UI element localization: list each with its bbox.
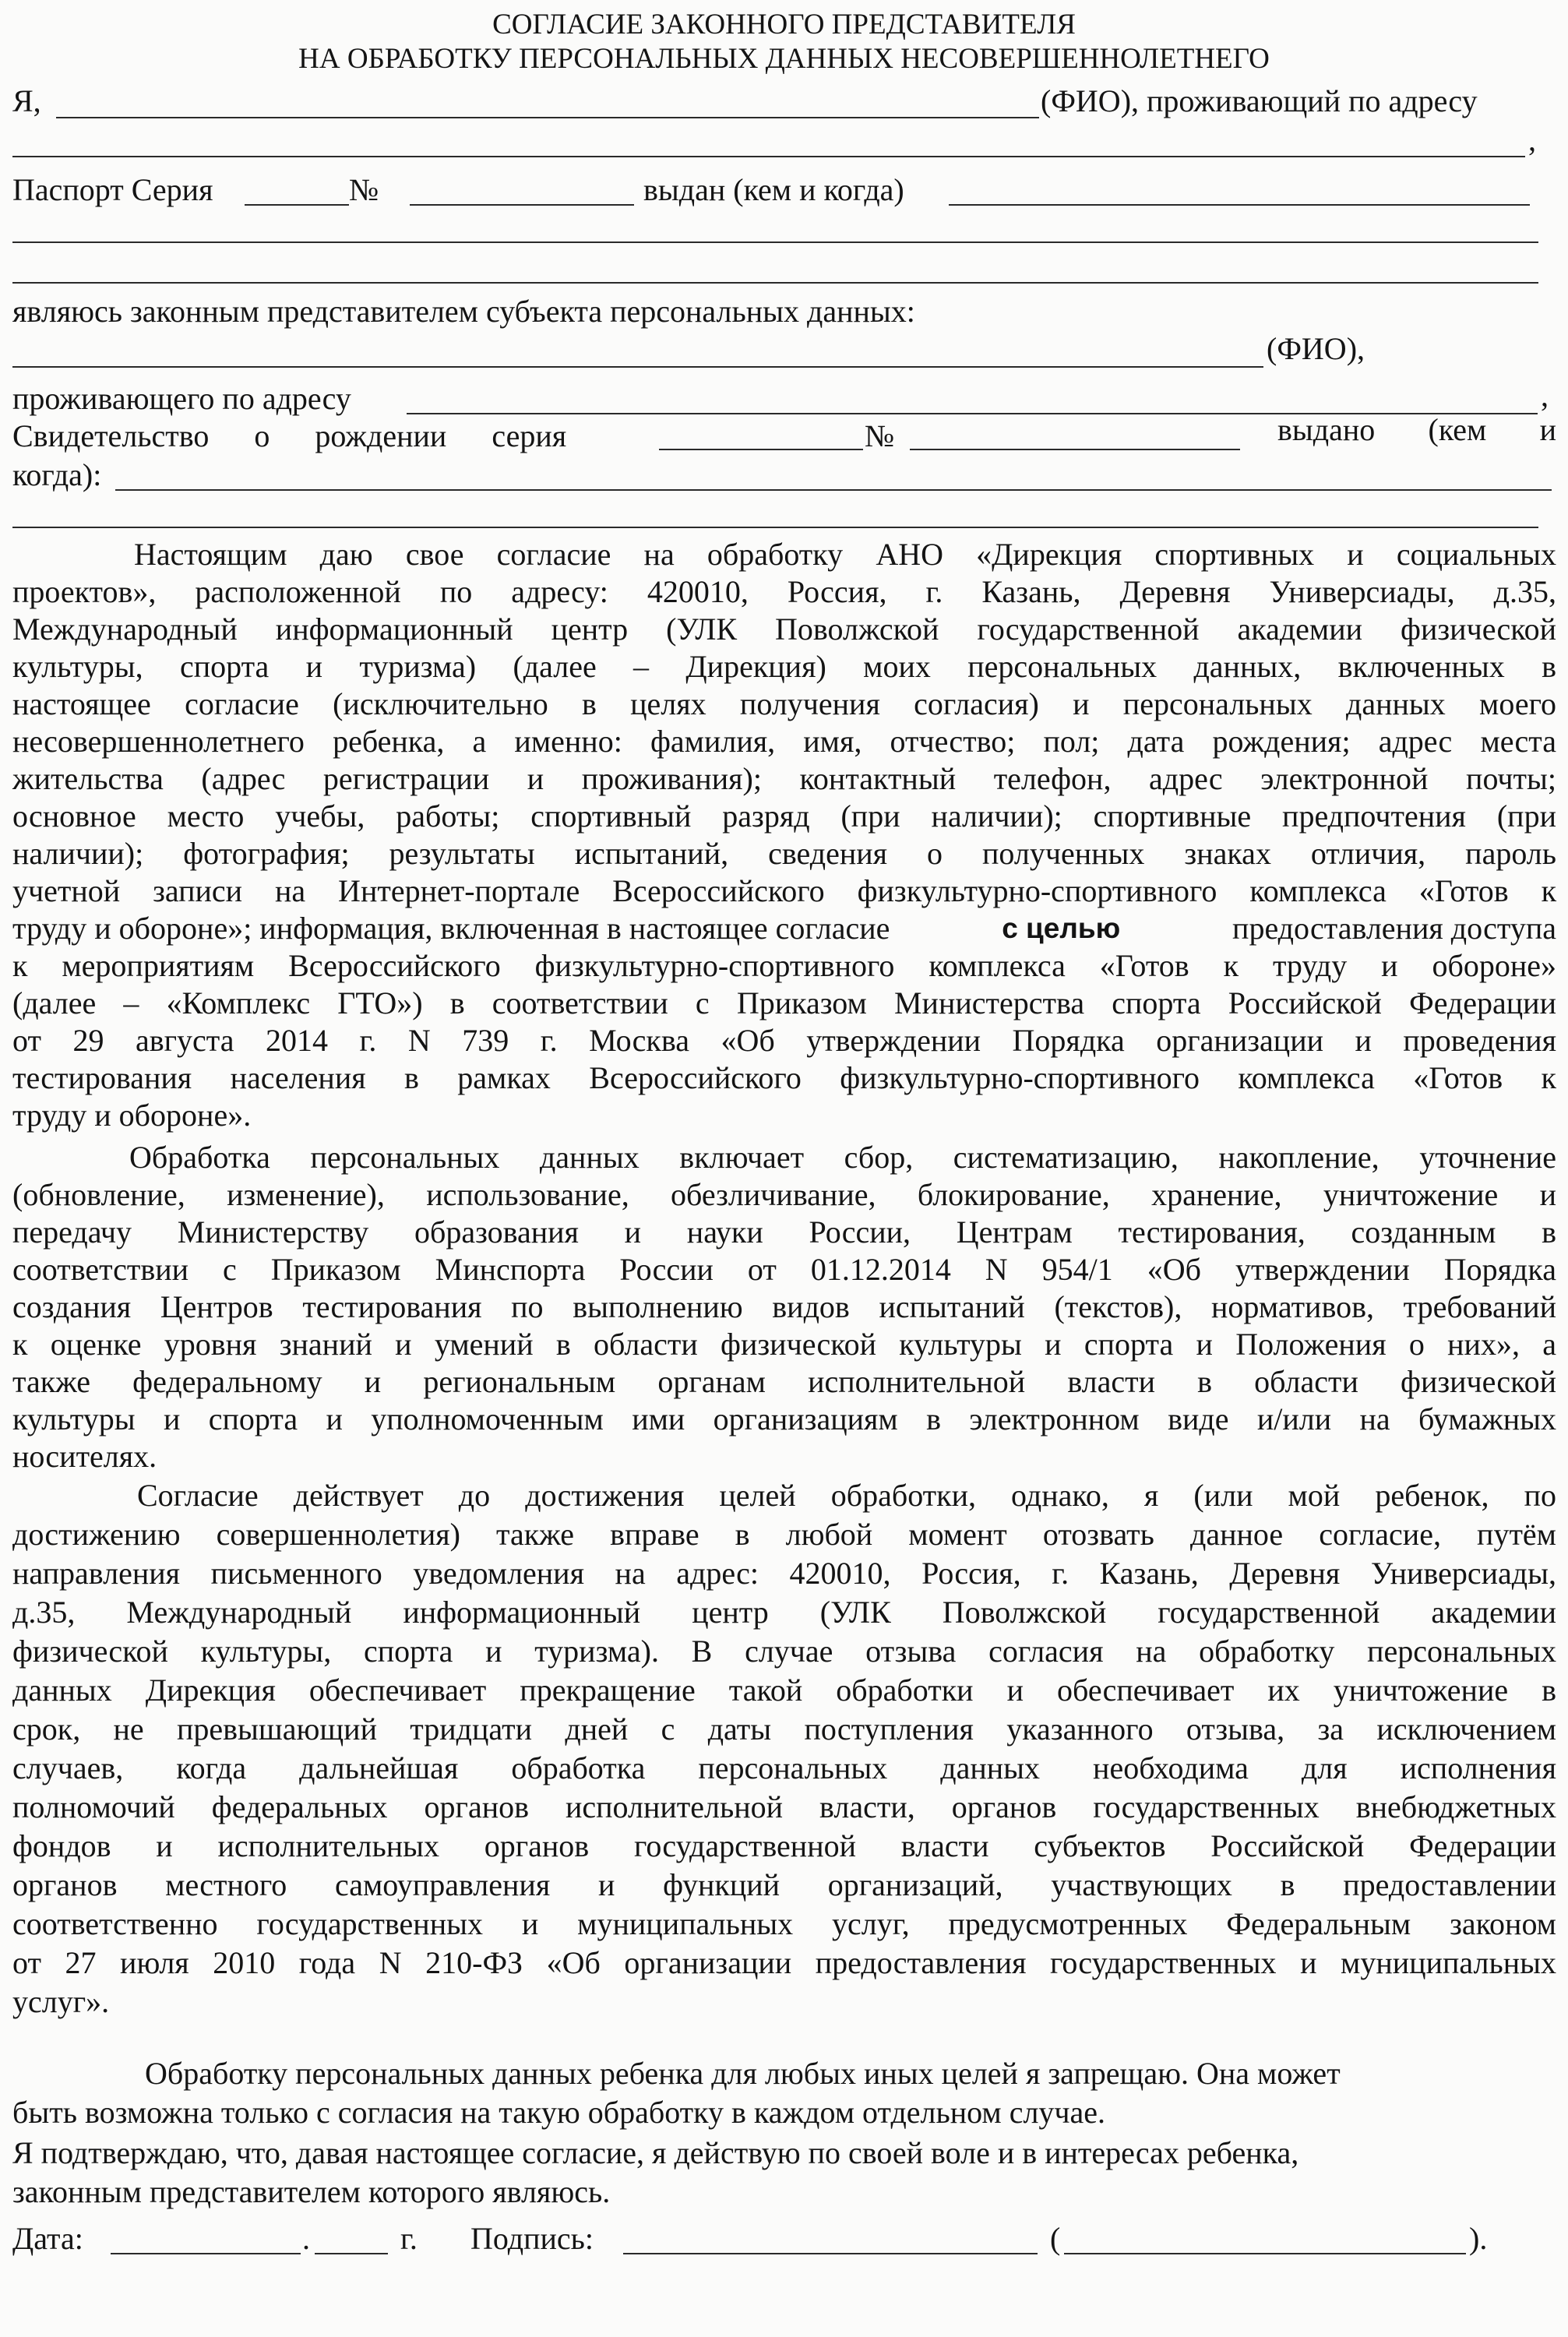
word-and: и xyxy=(1539,412,1556,447)
p2-last-line: носителях. xyxy=(12,1439,157,1474)
signature-field[interactable] xyxy=(623,2253,1038,2254)
p3-line: органов местного самоуправления и функций организаций, участвующих в предоставлении xyxy=(12,1867,1556,1902)
passport-issued-field[interactable] xyxy=(949,204,1530,206)
passport-series-field[interactable] xyxy=(245,204,349,206)
p1-line: настоящее согласие (исключительно в целях получения согласия) и персональных данных моего xyxy=(12,686,1556,721)
word-certificate: Свидетельство xyxy=(12,418,210,453)
word-issued: выдано xyxy=(1277,412,1376,447)
p1-line: проектов», расположенной по адресу: 420010, Россия, г. Казань, Деревня Универсиады, д.35, xyxy=(12,574,1556,609)
p3-line: фондов и исполнительных органов государственной власти субъектов Российской Федерации xyxy=(12,1828,1556,1863)
p2-line: культуры и спорта и уполномоченным ими организациям в электронном виде и/или на бумажных xyxy=(12,1401,1556,1436)
p3-line: от 27 июля 2010 года N 210-ФЗ «Об организации предоставления государственных и муниципальных xyxy=(12,1945,1556,1980)
passport-issued-line-3[interactable] xyxy=(12,282,1538,284)
p1-line: жительства (адрес регистрации и проживания); контактный телефон, адрес электронной почты; xyxy=(12,761,1556,796)
label-fio-residing: (ФИО), проживающий по адресу xyxy=(1041,83,1478,118)
p3-line: достижению совершеннолетия) также вправе в любой момент отозвать данное согласие, путём xyxy=(12,1517,1556,1552)
signature-close-paren: ). xyxy=(1469,2221,1488,2256)
p1-line-mixed xyxy=(12,910,1556,947)
p2-line: создания Центров тестирования по выполнению видов испытаний (текстов), нормативов, требований xyxy=(12,1289,1556,1324)
label-year: г. xyxy=(400,2221,418,2256)
certificate-issued-field[interactable] xyxy=(115,489,1552,491)
p1-mixed-after: предоставления доступа xyxy=(1232,911,1556,946)
p1-mixed-bold: с целью xyxy=(1002,912,1121,944)
p3-line: срок, не превышающий тридцати дней с даты поступления указанного отзыва, за исключением xyxy=(12,1711,1556,1747)
date-year-field[interactable] xyxy=(315,2253,388,2254)
label-representative: являюсь законным представителем субъекта персональных данных: xyxy=(12,294,915,329)
address-comma: , xyxy=(1528,122,1536,157)
parent-fio-field[interactable] xyxy=(56,117,1039,118)
document-title-line2: НА ОБРАБОТКУ ПЕРСОНАЛЬНЫХ ДАННЫХ НЕСОВЕРШЕННОЛЕТНЕГО xyxy=(298,43,1270,75)
p1-line: основное место учебы, работы; спортивный разряд (при наличии); спортивные предпочтения (при xyxy=(12,798,1556,834)
p1-line: учетной записи на Интернет-портале Всероссийского физкультурно-спортивного комплекса «Готов к xyxy=(12,873,1556,908)
word-birth: рождении xyxy=(315,418,447,453)
p1-line: Настоящим даю свое согласие на обработку АНО «Дирекция спортивных и социальных xyxy=(134,537,1556,572)
p2-line: (обновление, изменение), использование, обезличивание, блокирование, хранение, уничтожение и xyxy=(12,1177,1556,1212)
p3-line: соответственно государственных и муниципальных услуг, предусмотренных Федеральным законом xyxy=(12,1906,1556,1941)
p3-line: Согласие действует до достижения целей обработки, однако, я (или мой ребенок, по xyxy=(137,1478,1556,1513)
p1-line: Международный информационный центр (УЛК Поволжской государственной академии физической xyxy=(12,612,1556,647)
certificate-number-field[interactable] xyxy=(910,449,1240,450)
p2-line: соответствии с Приказом Минспорта России от 01.12.2014 N 954/1 «Об утверждении Порядка xyxy=(12,1252,1556,1287)
p1-line: тестирования населения в рамках Всероссийского физкультурно-спортивного комплекса «Готов к xyxy=(12,1060,1556,1095)
label-certificate xyxy=(12,418,566,455)
label-child-residing: проживающего по адресу xyxy=(12,381,351,416)
p3-line: направления письменного уведомления на адрес: 420010, Россия, г. Казань, Деревня Универсиады, xyxy=(12,1556,1556,1591)
p2-line: Обработка персональных данных включает сбор, систематизацию, накопление, уточнение xyxy=(129,1140,1556,1175)
p5-line2: законным представителем которого являюсь. xyxy=(12,2174,611,2209)
p1-line: к мероприятиям Всероссийского физкультурно-спортивного комплекса «Готов к труду и обороне» xyxy=(12,948,1556,983)
p1-line: несовершеннолетнего ребенка, а именно: фамилия, имя, отчество; пол; дата рождения; адрес места xyxy=(12,724,1556,759)
parent-address-field[interactable] xyxy=(12,156,1525,157)
p5-line1: Я подтверждаю, что, давая настоящее согласие, я действую по своей воле и в интересах ребенка, xyxy=(12,2135,1299,2170)
passport-number-field[interactable] xyxy=(410,204,634,206)
word-o: о xyxy=(254,418,270,453)
document-title-line1: СОГЛАСИЕ ЗАКОННОГО ПРЕДСТАВИТЕЛЯ xyxy=(492,9,1076,41)
word-series: серия xyxy=(492,418,567,453)
signature-open-paren: ( xyxy=(1050,2221,1061,2256)
label-certificate-number: № xyxy=(865,418,895,453)
passport-issued-line-2[interactable] xyxy=(12,241,1538,243)
label-signature: Подпись: xyxy=(470,2221,594,2256)
p2-line: также федеральному и региональным органам исполнительной власти в области физической xyxy=(12,1364,1556,1399)
child-address-comma: , xyxy=(1541,378,1549,413)
p3-line: случаев, когда дальнейшая обработка персональных данных необходима для исполнения xyxy=(12,1750,1556,1785)
p2-line: передачу Министерству образования и науки России, Центрам тестирования, созданным в xyxy=(12,1214,1556,1250)
label-date: Дата: xyxy=(12,2221,83,2256)
child-fio-field[interactable] xyxy=(12,366,1263,368)
p3-line: данных Дирекция обеспечивает прекращение такой обработки и обеспечивает их уничтожение в xyxy=(12,1673,1556,1708)
label-ya: Я, xyxy=(12,83,41,118)
label-passport-number: № xyxy=(349,172,379,207)
word-by-whom: (кем xyxy=(1428,412,1487,447)
p1-last-line: труду и обороне». xyxy=(12,1098,252,1133)
p1-line: от 29 августа 2014 г. N 739 г. Москва «Об утверждении Порядка организации и проведения xyxy=(12,1023,1556,1058)
p1-mixed-before: труду и обороне»; информация, включенная в настоящее согласие xyxy=(12,911,890,946)
signature-decoding-field[interactable] xyxy=(1064,2253,1466,2254)
p4-line2: быть возможна только с согласия на такую обработку в каждом отдельном случае. xyxy=(12,2095,1106,2130)
date-dot: . xyxy=(302,2221,310,2256)
p3-last-line: услуг». xyxy=(12,1984,110,2019)
label-passport-series: Паспорт Серия xyxy=(12,172,213,207)
date-day-month-field[interactable] xyxy=(111,2253,301,2254)
p1-line: (далее – «Комплекс ГТО») в соответствии с Приказом Министерства спорта Российской Федерации xyxy=(12,985,1556,1020)
p3-line: д.35, Международный информационный центр (УЛК Поволжской государственной академии xyxy=(12,1595,1556,1630)
p4-line1: Обработку персональных данных ребенка для любых иных целей я запрещаю. Она может xyxy=(145,2056,1341,2091)
label-child-fio: (ФИО), xyxy=(1267,331,1365,366)
p1-line: культуры, спорта и туризма) (далее – Дирекция) моих персональных данных, включенных в xyxy=(12,649,1556,684)
label-certificate-issued xyxy=(1277,411,1556,449)
p1-line: наличии); фотография; результаты испытаний, сведения о полученных знаках отличия, пароль xyxy=(12,836,1556,871)
p3-line: физической культуры, спорта и туризма). В случае отзыва согласия на обработку персональных xyxy=(12,1634,1556,1669)
label-issued-by: выдан (кем и когда) xyxy=(643,172,904,207)
certificate-series-field[interactable] xyxy=(659,449,863,450)
certificate-issued-line-2[interactable] xyxy=(12,527,1538,528)
p3-line: полномочий федеральных органов исполнительной власти, органов государственных внебюджетных xyxy=(12,1789,1556,1824)
p2-line: к оценке уровня знаний и умений в области физической культуры и спорта и Положения о них», а xyxy=(12,1327,1556,1362)
label-when: когда): xyxy=(12,457,102,492)
